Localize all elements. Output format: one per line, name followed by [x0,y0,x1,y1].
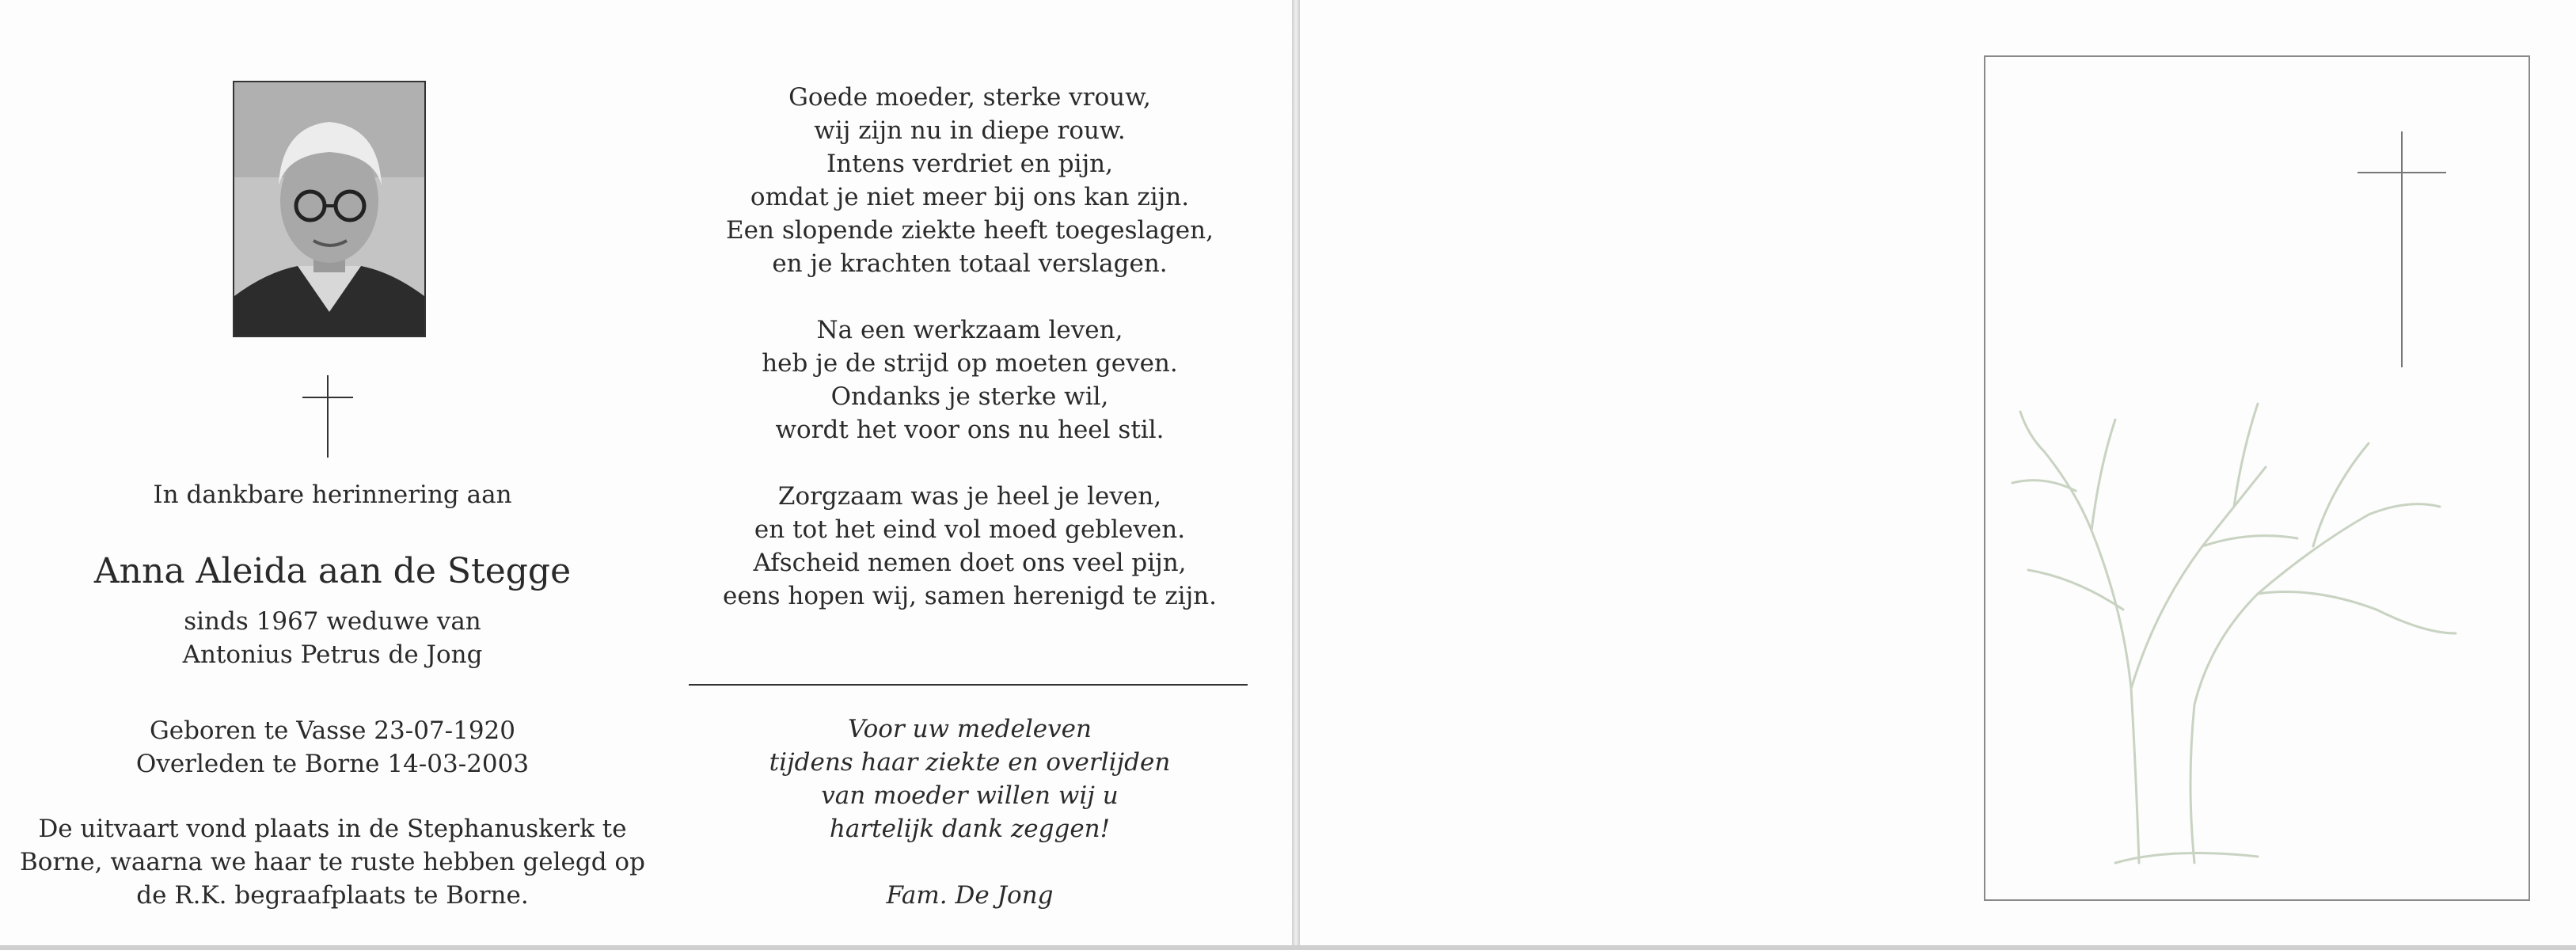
life-dates [16,714,649,781]
thanks-line: van moeder willen wij u [821,781,1119,810]
spouse-name: Antonius Petrus de Jong [182,640,483,669]
thanks-line: hartelijk dank zeggen! [829,815,1111,843]
large-cross-icon [2358,131,2446,367]
poem-line: Ondanks je sterke wil, [830,382,1109,411]
cover-page [1300,0,2576,947]
poem-line: heb je de strijd op moeten geven. [762,349,1178,378]
funeral-line: De uitvaart vond plaats in de Stephanuskerk te [38,815,627,843]
thanks-line: tijdens haar ziekte en overlijden [769,748,1171,777]
poem-line: Goede moeder, sterke vrouw, [788,83,1151,112]
poem-line: en tot het eind vol moed gebleven. [754,515,1186,544]
portrait-photo [233,81,426,337]
poem-line: Intens verdriet en pijn, [826,150,1113,178]
inner-spread [0,0,1292,947]
bottom-edge [0,945,2576,950]
born-line: Geboren te Vasse 23-07-1920 [149,716,516,745]
family-signature: Fam. De Jong [886,881,1054,910]
died-line: Overleden te Borne 14-03-2003 [135,750,530,778]
tree-illustration [1997,372,2519,879]
poem-stanza-2 [697,314,1243,446]
poem-line: Na een werkzaam leven, [816,316,1123,344]
poem-line: Een slopende ziekte heeft toegeslagen, [726,216,1214,245]
small-cross-icon [302,375,353,458]
poem [697,81,1243,646]
funeral-line: Borne, waarna we haar te ruste hebben gelegd op [20,848,645,876]
funeral-line: de R.K. begraafplaats te Borne. [136,881,529,910]
poem-line: wordt het voor ons nu heel stil. [775,416,1165,444]
thanks-line: Voor uw medeleven [848,715,1092,743]
card-fold [1292,0,1300,950]
funeral-info [16,812,649,912]
widow-line: sinds 1967 weduwe van [184,607,481,636]
widow-info [16,605,649,671]
poem-line: Zorgzaam was je heel je leven, [777,482,1162,511]
poem-line: wij zijn nu in diepe rouw. [814,116,1126,145]
portrait-image [234,82,424,336]
deceased-name: Anna Aleida aan de Stegge [93,551,572,591]
poem-line: en je krachten totaal verslagen. [772,249,1168,278]
intro-text: In dankbare herinnering aan [153,481,512,509]
divider-line [689,684,1248,686]
thanks-message [697,712,1243,846]
poem-line: Afscheid nemen doet ons veel pijn, [753,549,1187,577]
poem-stanza-1 [697,81,1243,280]
poem-stanza-3 [697,480,1243,613]
poem-line: omdat je niet meer bij ons kan zijn. [750,183,1190,211]
poem-line: eens hopen wij, samen herenigd te zijn. [722,582,1217,610]
